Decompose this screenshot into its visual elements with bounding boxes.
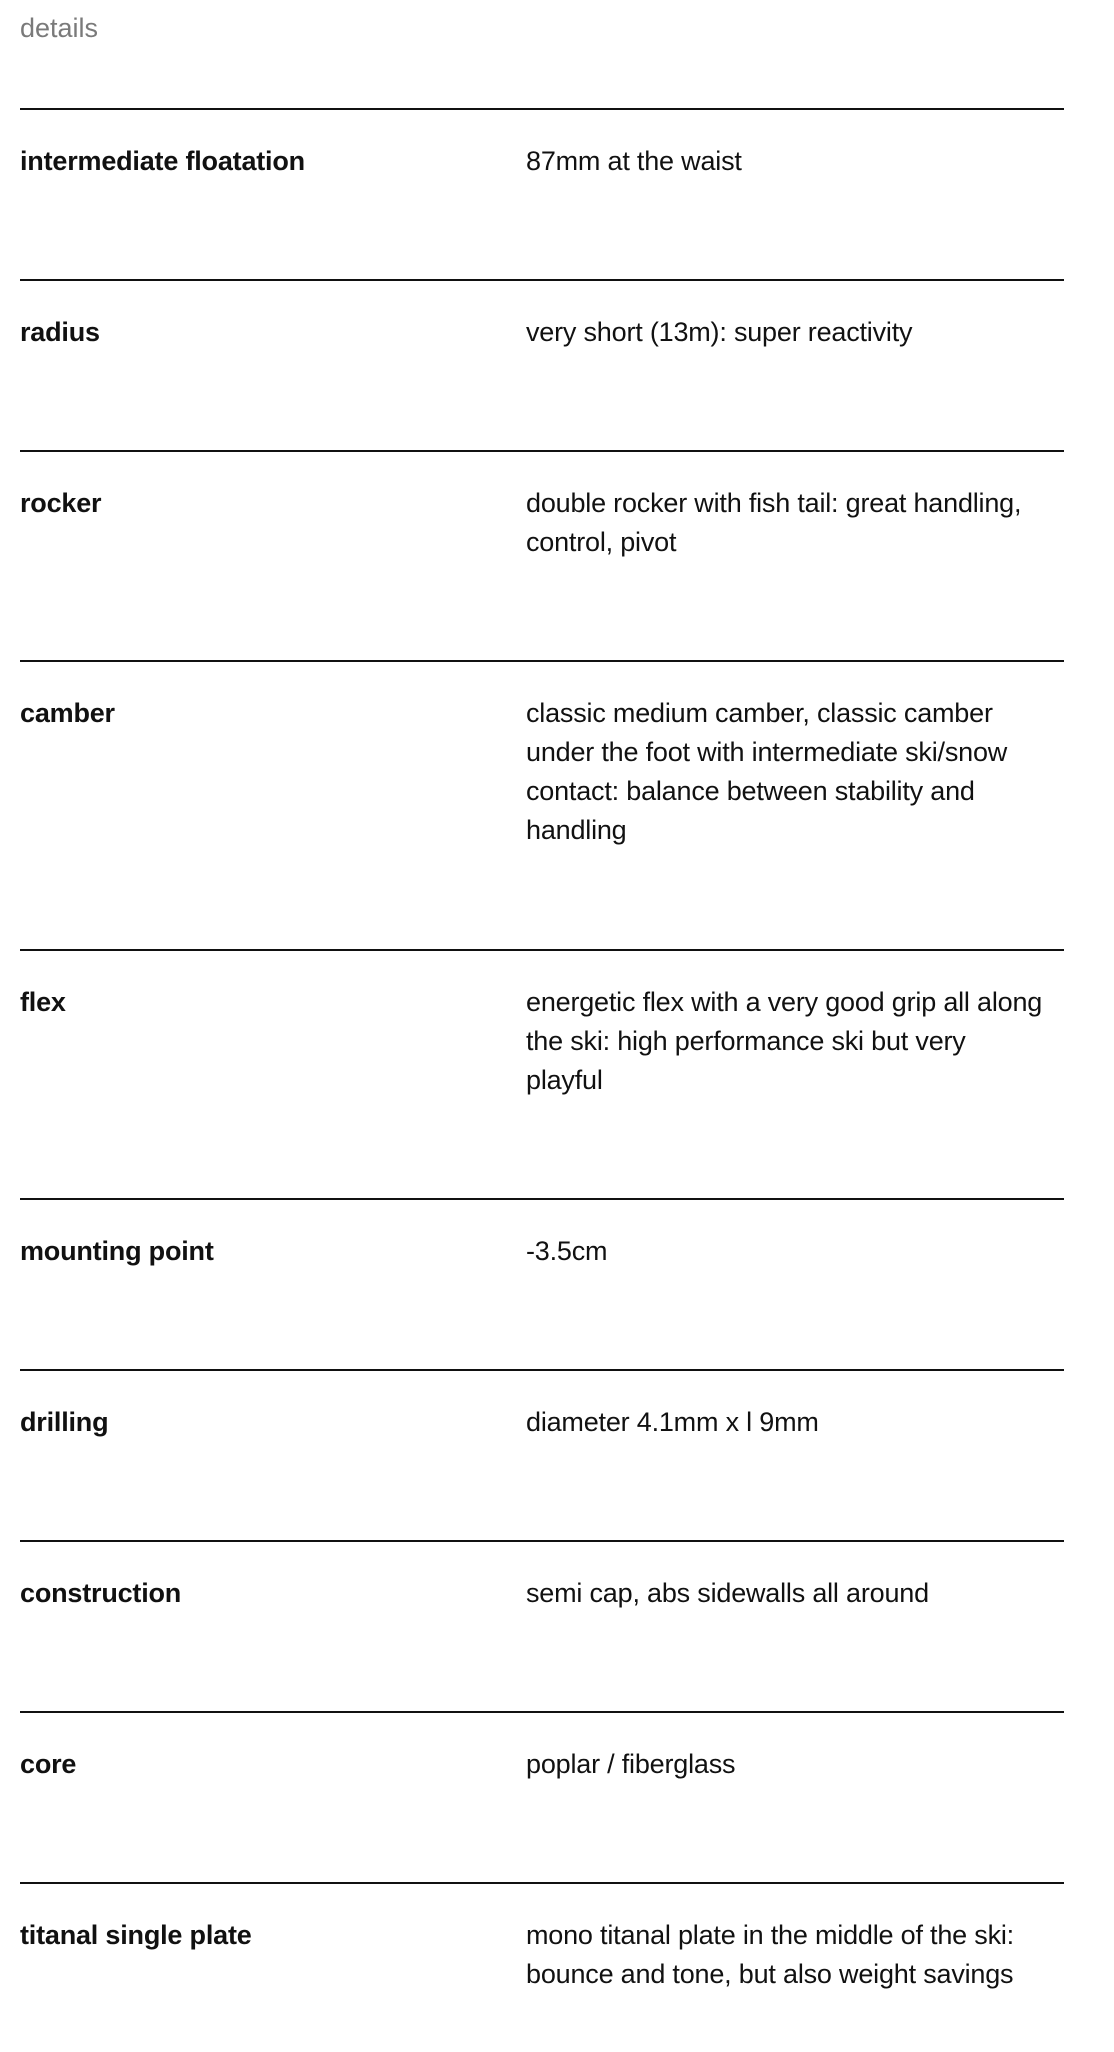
spec-row-titanal-single-plate — [20, 1882, 1064, 2052]
spec-value: energetic flex with a very good grip all along the ski: high performance ski but very playful — [526, 987, 1043, 1095]
spec-value: mono titanal plate in the middle of the ski: bounce and tone, but also weight savings — [526, 1920, 1014, 1989]
spec-label: camber — [20, 698, 115, 728]
spec-label: intermediate floatation — [20, 146, 305, 176]
spec-value: diameter 4.1mm x l 9mm — [526, 1407, 819, 1437]
spec-row-construction — [20, 1540, 1064, 1711]
spec-row-rocker — [20, 450, 1064, 660]
spec-row-intermediate-floatation — [20, 108, 1064, 279]
spec-value: poplar / fiberglass — [526, 1749, 736, 1779]
spec-label: mounting point — [20, 1236, 214, 1266]
spec-row-drilling — [20, 1369, 1064, 1540]
spec-label: drilling — [20, 1407, 109, 1437]
section-title: details — [20, 13, 99, 43]
spec-value: very short (13m): super reactivity — [526, 317, 913, 347]
spec-row-core — [20, 1711, 1064, 1882]
specs-table — [20, 108, 1064, 2052]
spec-row-flex — [20, 949, 1064, 1198]
spec-row-mounting-point — [20, 1198, 1064, 1369]
spec-label: construction — [20, 1578, 182, 1608]
spec-value: double rocker with fish tail: great handling, control, pivot — [526, 488, 1022, 557]
spec-row-radius — [20, 279, 1064, 450]
spec-value: -3.5cm — [526, 1236, 608, 1266]
spec-value: semi cap, abs sidewalls all around — [526, 1578, 929, 1608]
spec-label: titanal single plate — [20, 1920, 252, 1950]
spec-label: flex — [20, 987, 66, 1017]
spec-label: rocker — [20, 488, 102, 518]
spec-row-camber — [20, 660, 1064, 949]
spec-label: core — [20, 1749, 77, 1779]
spec-value: 87mm at the waist — [526, 146, 742, 176]
spec-value: classic medium camber, classic camber under the foot with intermediate ski/snow contact: balance between stability and handling — [526, 698, 1008, 845]
spec-label: radius — [20, 317, 100, 347]
